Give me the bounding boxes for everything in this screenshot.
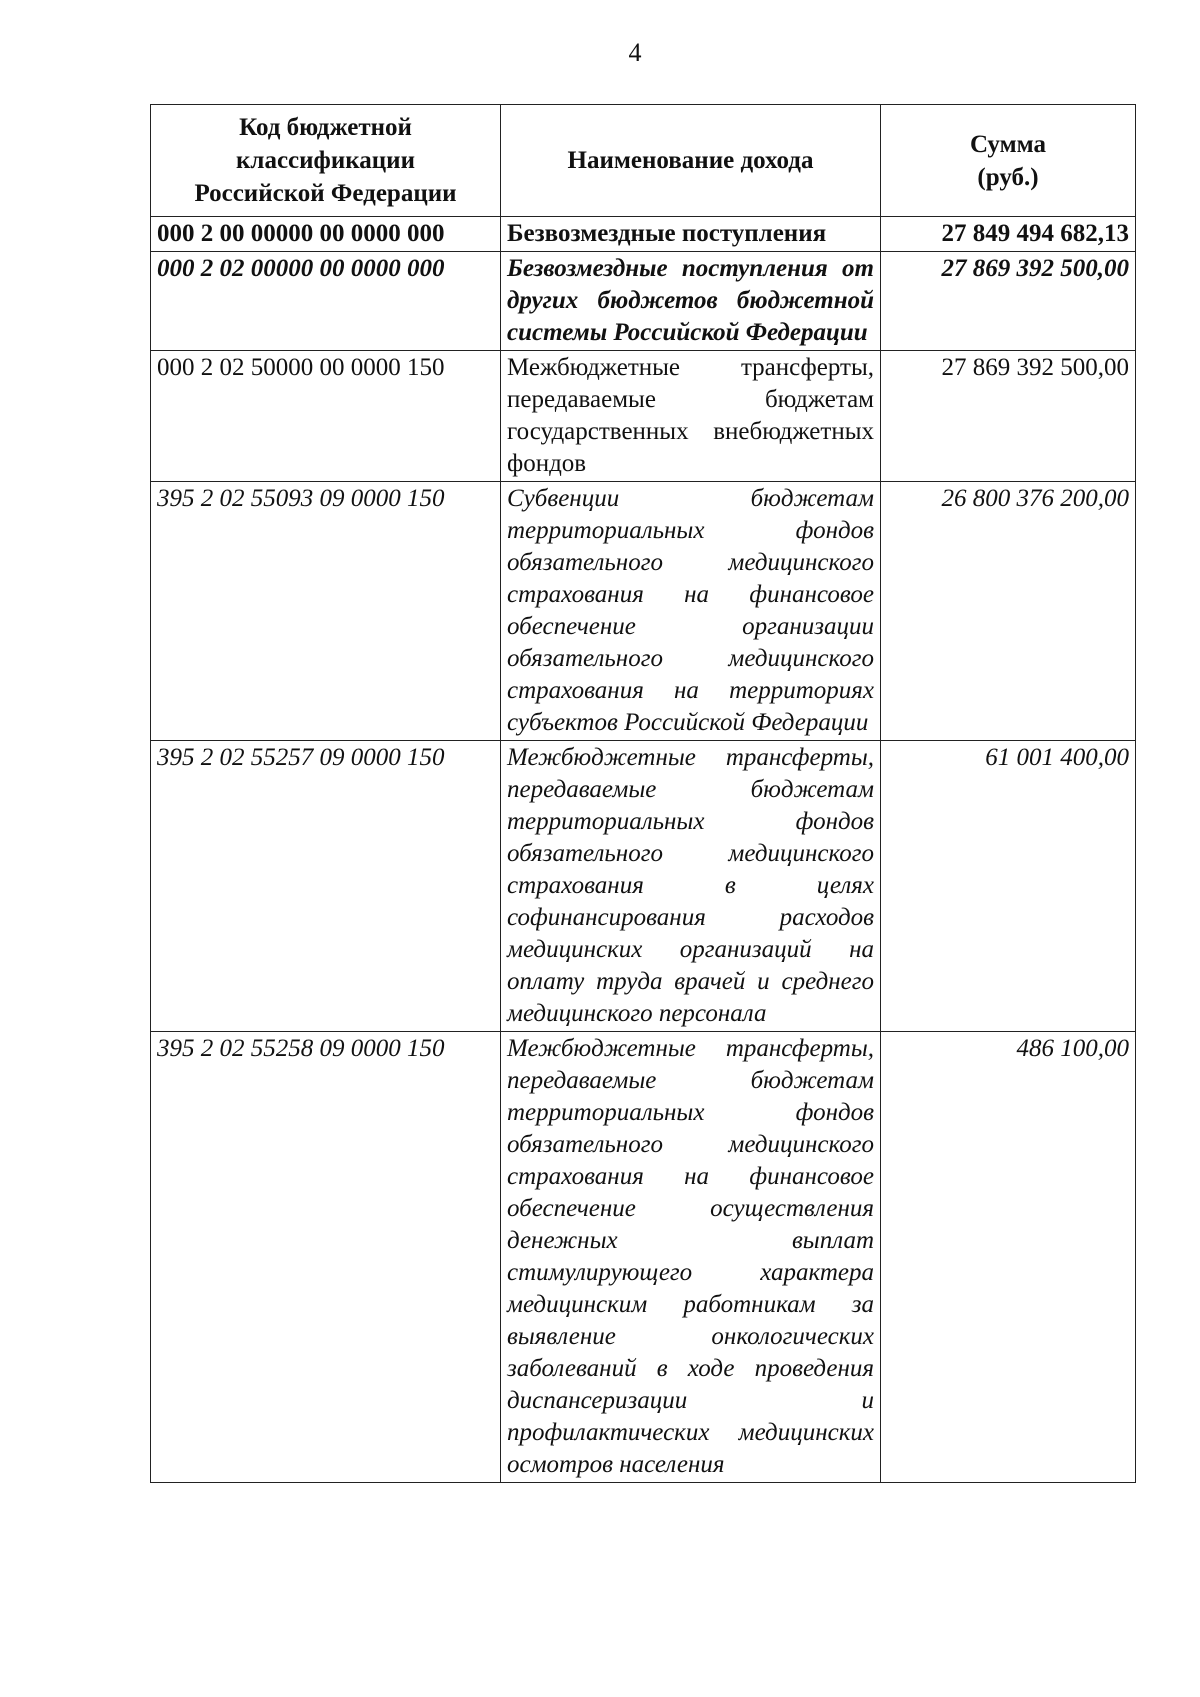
page-number: 4	[628, 38, 642, 67]
row-name: Межбюджетные трансферты, передаваемые бюджетам государственных внебюджетных фондов	[501, 351, 881, 482]
row-sum: 27 869 392 500,00	[881, 252, 1136, 351]
table-row	[151, 217, 1136, 252]
row-name: Безвозмездные поступления от других бюджетов бюджетной системы Российской Федерации	[501, 252, 881, 351]
header-code: Код бюджетной классификации Российской Федерации	[151, 105, 501, 217]
row-sum: 26 800 376 200,00	[881, 482, 1136, 741]
header-sum: Сумма (руб.)	[881, 105, 1136, 217]
table-header-row	[151, 105, 1136, 217]
row-sum: 27 849 494 682,13	[881, 217, 1136, 252]
row-code: 395 2 02 55258 09 0000 150	[151, 1032, 501, 1483]
row-sum: 61 001 400,00	[881, 741, 1136, 1032]
table-row	[151, 252, 1136, 351]
table-row	[151, 351, 1136, 482]
header-name: Наименование дохода	[501, 105, 881, 217]
row-sum: 27 869 392 500,00	[881, 351, 1136, 482]
table-row	[151, 741, 1136, 1032]
row-code: 000 2 02 50000 00 0000 150	[151, 351, 501, 482]
income-table	[150, 104, 1136, 1483]
table-row	[151, 1032, 1136, 1483]
row-code: 000 2 00 00000 00 0000 000	[151, 217, 501, 252]
row-name: Безвозмездные поступления	[501, 217, 881, 252]
row-name: Межбюджетные трансферты, передаваемые бюджетам территориальных фондов обязательного медицинского страхования на финансовое обеспечение осуществления денежных выплат стимулирующего характера медицинским работникам за выявление онкологических заболеваний в ходе проведения диспансеризации и профилактических медицинских осмотров населения	[501, 1032, 881, 1483]
row-name: Субвенции бюджетам территориальных фондов обязательного медицинского страхования на финансовое обеспечение организации обязательного медицинского страхования на территориях субъектов Российской Федерации	[501, 482, 881, 741]
row-name: Межбюджетные трансферты, передаваемые бюджетам территориальных фондов обязательного медицинского страхования в целях софинансирования расходов медицинских организаций на оплату труда врачей и среднего медицинского персонала	[501, 741, 881, 1032]
row-code: 395 2 02 55257 09 0000 150	[151, 741, 501, 1032]
table-row	[151, 482, 1136, 741]
row-sum: 486 100,00	[881, 1032, 1136, 1483]
row-code: 395 2 02 55093 09 0000 150	[151, 482, 501, 741]
row-code: 000 2 02 00000 00 0000 000	[151, 252, 501, 351]
